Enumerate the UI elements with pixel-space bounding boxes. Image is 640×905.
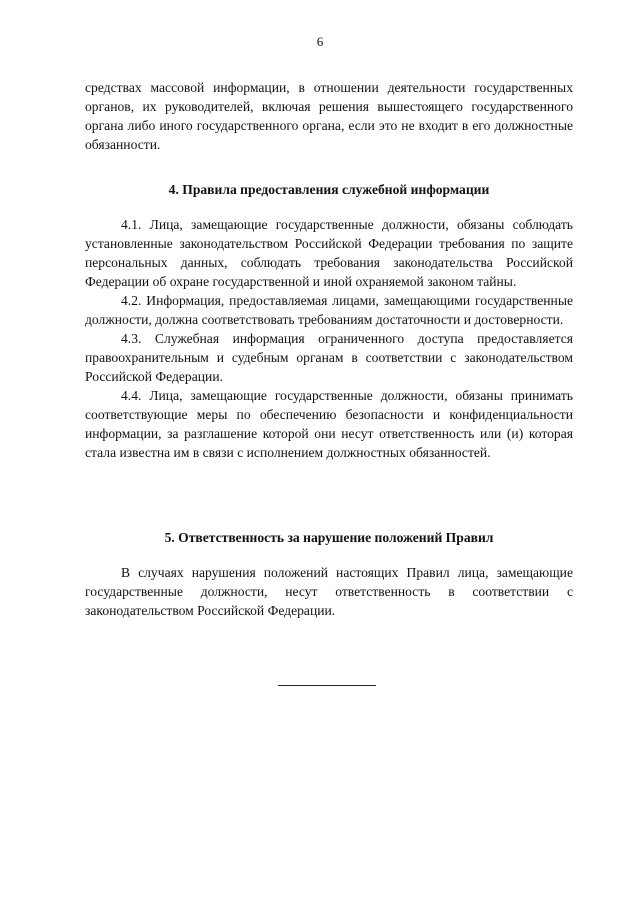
section-4-body: [85, 215, 573, 462]
page-number: 6: [316, 34, 324, 49]
paragraph-4-1: 4.1. Лица, замещающие государственные должности, обязаны соблюдать установленные законодательством Российской Федерации требования по защите персональных данных, соблюдать требования законодательства Российской Федерации об охране государственной и иной охраняемой законом тайны.: [85, 217, 573, 289]
end-of-document-rule: [278, 685, 376, 686]
intro-block: [85, 78, 573, 154]
paragraph-4-2: 4.2. Информация, предоставляемая лицами, замещающими государственные должности, должна соответствовать требованиям достаточности и достоверности.: [85, 293, 573, 327]
paragraph-4-3: 4.3. Служебная информация ограниченного доступа предоставляется правоохранительным и судебным органам в соответствии с законодательством Российской Федерации.: [85, 331, 573, 384]
section-4-heading: 4. Правила предоставления служебной информации: [168, 182, 490, 197]
section-5-body: [85, 563, 573, 620]
paragraph-5-1: В случаях нарушения положений настоящих Правил лица, замещающие государственные должности, несут ответственность в соответствии с законодательством Российской Федерации.: [85, 565, 573, 618]
intro-paragraph: средствах массовой информации, в отношении деятельности государственных органов, их руководителей, включая решения вышестоящего государственного органа либо иного государственного органа, если это не входит в его должностные обязанности.: [85, 80, 573, 152]
paragraph-4-4: 4.4. Лица, замещающие государственные должности, обязаны принимать соответствующие меры по обеспечению безопасности и конфиденциальности информации, за разглашение которой они несут ответственность или (и) которая стала известна им в связи с исполнением должностных обязанностей.: [85, 388, 573, 460]
section-5: [85, 528, 573, 547]
section-4: [85, 180, 573, 199]
section-5-heading: 5. Ответственность за нарушение положений Правил: [164, 530, 494, 545]
